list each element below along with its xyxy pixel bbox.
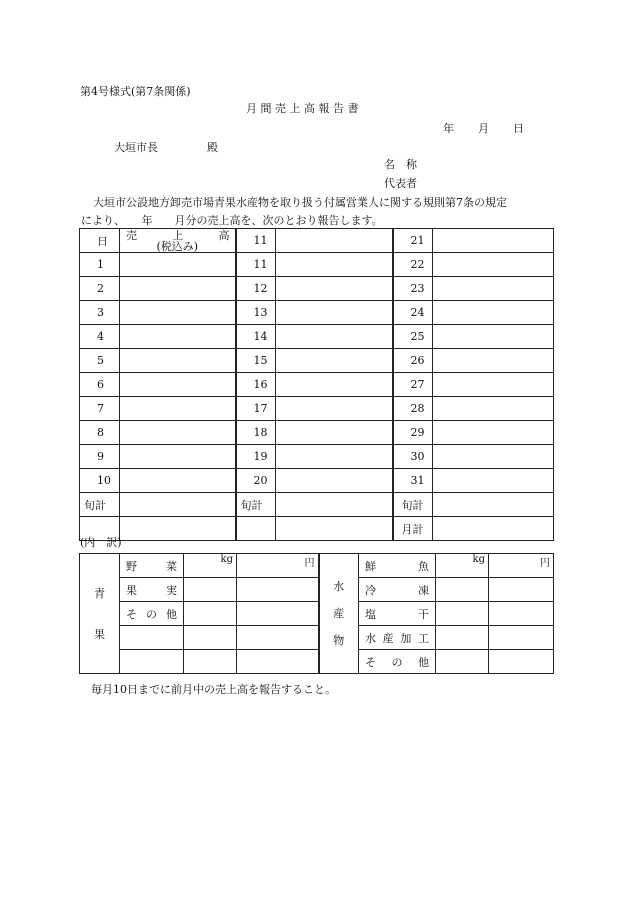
seafood-item-label — [359, 578, 436, 602]
amount-cell[interactable] — [120, 493, 236, 517]
amount-cell[interactable] — [433, 397, 554, 421]
honorific: 殿 — [207, 141, 218, 154]
item-char: 干 — [418, 607, 429, 621]
item-char: 産 — [382, 631, 394, 645]
item-char: 菜 — [166, 559, 177, 573]
item-char: 水 — [365, 631, 376, 645]
seafood-item-label — [359, 650, 436, 674]
day-cell: 11 — [236, 229, 276, 253]
amount-cell[interactable] — [120, 325, 236, 349]
day-cell: 23 — [393, 277, 433, 301]
produce-item-label — [120, 554, 184, 578]
amount-cell[interactable] — [433, 469, 554, 493]
amount-cell[interactable] — [433, 301, 554, 325]
produce-weight-cell[interactable] — [184, 554, 237, 578]
amount-cell[interactable] — [120, 469, 236, 493]
amount-cell[interactable] — [120, 397, 236, 421]
amount-cell[interactable] — [276, 229, 393, 253]
day-cell: 11 — [236, 253, 276, 277]
amount-header-char: 上 — [172, 229, 184, 242]
produce-amount-cell[interactable] — [237, 626, 319, 650]
group-char: 青 — [94, 586, 105, 600]
seafood-item-label — [359, 602, 436, 626]
item-char: 魚 — [418, 559, 429, 573]
day-cell: 10 — [80, 469, 120, 493]
seafood-amount-cell[interactable] — [489, 650, 554, 674]
amount-cell[interactable] — [276, 373, 393, 397]
group-char: 産 — [333, 607, 345, 620]
day-cell: 13 — [236, 301, 276, 325]
subtotal-label: 旬計 — [393, 493, 433, 517]
amount-cell[interactable] — [276, 421, 393, 445]
seafood-amount-cell[interactable] — [489, 578, 554, 602]
day-cell: 16 — [236, 373, 276, 397]
amount-cell[interactable] — [120, 421, 236, 445]
breakdown-table — [79, 553, 554, 674]
day-cell: 19 — [236, 445, 276, 469]
item-char: 冷 — [365, 583, 376, 597]
seafood-amount-cell[interactable] — [489, 602, 554, 626]
amount-cell[interactable] — [276, 301, 393, 325]
group-char: 果 — [94, 627, 105, 641]
amount-cell[interactable] — [276, 277, 393, 301]
amount-cell[interactable] — [120, 277, 236, 301]
amount-cell[interactable] — [433, 373, 554, 397]
day-cell: 24 — [393, 301, 433, 325]
item-char: そ — [365, 655, 376, 669]
day-cell: 26 — [393, 349, 433, 373]
seafood-weight-cell[interactable] — [436, 626, 489, 650]
item-char: の — [146, 607, 157, 621]
day-cell: 30 — [393, 445, 433, 469]
item-char: そ — [126, 607, 137, 621]
day-header: 日 — [80, 229, 120, 253]
empty-label-cell — [236, 517, 276, 541]
produce-item-label — [120, 578, 184, 602]
produce-group-label — [80, 554, 120, 674]
day-cell: 15 — [236, 349, 276, 373]
produce-weight-cell[interactable] — [184, 626, 237, 650]
monthly-total-label: 月計 — [393, 517, 433, 541]
day-cell: 7 — [80, 397, 120, 421]
amount-cell[interactable] — [433, 517, 554, 541]
item-char: 凍 — [418, 583, 429, 597]
day-cell: 20 — [236, 469, 276, 493]
produce-amount-cell[interactable] — [237, 554, 319, 578]
day-cell: 3 — [80, 301, 120, 325]
day-cell: 25 — [393, 325, 433, 349]
day-cell: 27 — [393, 373, 433, 397]
amount-cell[interactable] — [433, 253, 554, 277]
amount-cell[interactable] — [276, 445, 393, 469]
day-cell: 31 — [393, 469, 433, 493]
produce-amount-cell[interactable] — [237, 650, 319, 674]
date-year-label: 年 — [443, 122, 454, 135]
amount-cell[interactable] — [433, 421, 554, 445]
amount-header-tax-note: (税込み) — [156, 240, 199, 253]
day-cell: 12 — [236, 277, 276, 301]
amount-cell[interactable] — [433, 325, 554, 349]
item-char: 他 — [418, 655, 429, 669]
document-title: 月 間 売 上 高 報 告 書 — [246, 102, 359, 115]
amount-cell[interactable] — [433, 493, 554, 517]
amount-cell[interactable] — [276, 493, 393, 517]
amount-cell[interactable] — [433, 277, 554, 301]
produce-item-blank[interactable] — [120, 650, 184, 674]
amount-cell[interactable] — [120, 301, 236, 325]
amount-cell[interactable] — [120, 373, 236, 397]
produce-item-blank[interactable] — [120, 626, 184, 650]
day-cell: 1 — [80, 253, 120, 277]
form-number: 第4号様式(第7条関係) — [80, 85, 191, 98]
produce-amount-cell[interactable] — [237, 578, 319, 602]
daily-sales-table — [79, 228, 554, 541]
item-char: 工 — [417, 631, 429, 645]
item-char: の — [391, 655, 403, 669]
day-cell: 28 — [393, 397, 433, 421]
day-cell: 2 — [80, 277, 120, 301]
body-text-line1: 大垣市公設地方卸売市場青果水産物を取り扱う付属営業人に関する規則第7条の規定 — [93, 196, 507, 209]
footer-note: 毎月10日までに前月中の売上高を報告すること。 — [91, 683, 336, 696]
addressee: 大垣市長 — [114, 141, 158, 154]
amount-cell[interactable] — [276, 253, 393, 277]
amount-cell[interactable] — [433, 229, 554, 253]
seafood-amount-cell[interactable] — [489, 554, 554, 578]
amount-cell[interactable] — [276, 325, 393, 349]
amount-cell[interactable] — [276, 397, 393, 421]
amount-cell[interactable] — [276, 469, 393, 493]
unit-label: 円 — [304, 558, 315, 569]
day-cell: 22 — [393, 253, 433, 277]
amount-header-char: 高 — [218, 229, 230, 242]
day-cell: 6 — [80, 373, 120, 397]
amount-cell[interactable] — [276, 517, 393, 541]
seafood-item-label — [359, 626, 436, 650]
subtotal-label: 旬計 — [236, 493, 276, 517]
group-char: 物 — [333, 634, 345, 647]
produce-weight-cell[interactable] — [184, 650, 237, 674]
date-day-label: 日 — [513, 122, 524, 135]
day-cell: 29 — [393, 421, 433, 445]
item-char: 果 — [126, 583, 137, 597]
seafood-item-label — [359, 554, 436, 578]
day-cell: 4 — [80, 325, 120, 349]
amount-cell[interactable] — [276, 349, 393, 373]
day-cell: 9 — [80, 445, 120, 469]
group-char: 水 — [333, 580, 345, 593]
day-cell: 14 — [236, 325, 276, 349]
day-cell: 17 — [236, 397, 276, 421]
day-cell: 18 — [236, 421, 276, 445]
amount-cell[interactable] — [120, 349, 236, 373]
body-text-line2: により、 年 月分の売上高を、次のとおり報告します。 — [81, 214, 383, 227]
produce-amount-cell[interactable] — [237, 602, 319, 626]
unit-label: 円 — [540, 558, 550, 569]
unit-label: kg — [472, 554, 485, 565]
day-cell: 8 — [80, 421, 120, 445]
subtotal-label: 旬計 — [80, 493, 120, 517]
unit-label: kg — [220, 554, 233, 565]
item-char: 塩 — [365, 607, 376, 621]
day-cell: 5 — [80, 349, 120, 373]
amount-header-char: 売 — [126, 229, 137, 242]
amount-cell[interactable] — [120, 253, 236, 277]
item-char: 他 — [166, 607, 177, 621]
produce-weight-cell[interactable] — [184, 578, 237, 602]
seafood-weight-cell[interactable] — [436, 602, 489, 626]
produce-weight-cell[interactable] — [184, 602, 237, 626]
date-month-label: 月 — [478, 122, 489, 135]
seafood-amount-cell[interactable] — [489, 626, 554, 650]
seafood-weight-cell[interactable] — [436, 650, 489, 674]
item-char: 加 — [400, 631, 412, 645]
day-cell: 21 — [393, 229, 433, 253]
name-label: 名 称 — [384, 158, 417, 171]
amount-header — [120, 229, 236, 253]
item-char: 野 — [126, 559, 137, 573]
amount-cell[interactable] — [120, 517, 236, 541]
item-char: 鮮 — [365, 559, 376, 573]
item-char: 実 — [166, 583, 177, 597]
seafood-weight-cell[interactable] — [436, 578, 489, 602]
breakdown-heading: (内 訳) — [80, 536, 122, 549]
amount-cell[interactable] — [433, 445, 554, 469]
amount-cell[interactable] — [120, 445, 236, 469]
representative-label: 代表者 — [384, 177, 417, 190]
seafood-weight-cell[interactable] — [436, 554, 489, 578]
produce-item-label — [120, 602, 184, 626]
seafood-group-label — [319, 554, 359, 674]
amount-cell[interactable] — [433, 349, 554, 373]
